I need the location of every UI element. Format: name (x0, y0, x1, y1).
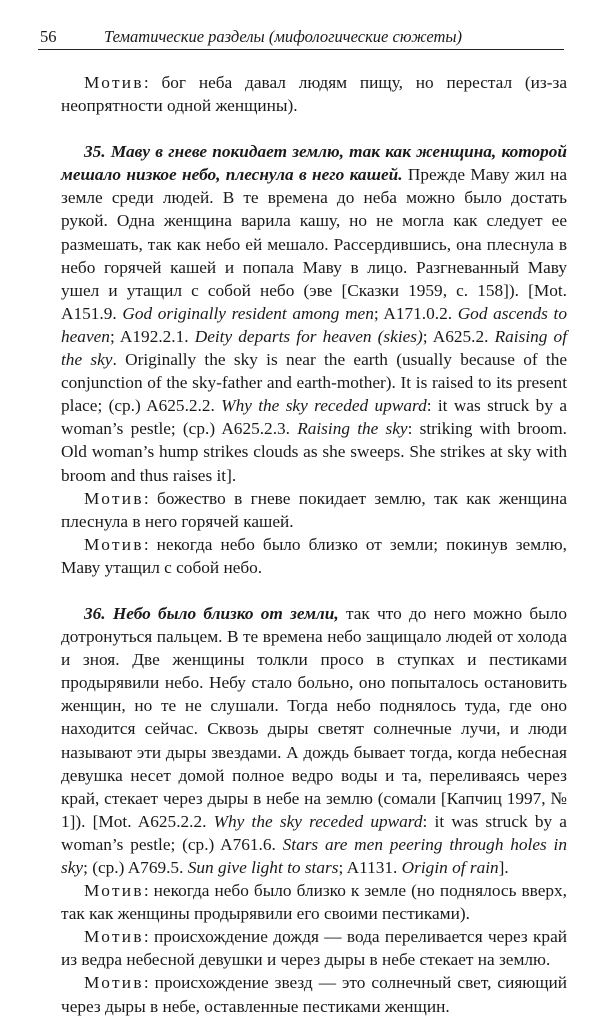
motif-label: Мотив (84, 881, 144, 901)
entry-35-paragraph: 35. Маву в гневе покидает землю, так как женщина, которой мешало низкое небо, плеснула в него кашей. Прежде Маву жил на земле среди людей. В те времена до неба можно было достать рукой. Одна женщина варила кашу, но не могла как следует ее размешать, так как небо ей мешало. Рассердившись, она плеснула в небо горячей кашей и попала Маву в лицо. Разгневанный Маву ушел и утащил с собой небо (эве [Сказки 1959, с. 158]). [Mot. A151.9. God originally resident among men; A171.0.2. God ascends to heaven; A192.2.1. Deity departs for heaven (skies); A625.2. Raising of the sky. Originally the sky is near the earth (usually because of the conjunction of the sky-father and earth-mother). It is raised to its present place; (cp.) A625.2.2. Why the sky receded upward: it was struck by a woman’s pestle; (cp.) A625.2.3. Raising the sky: striking with broom. Old woman’s hump strikes clouds as she sweeps. She strikes at sky with broom and thus raises it]. (61, 142, 568, 485)
entry-35-title: 35. Маву в гневе покидает землю, так как женщина, которой мешало низкое небо, плеснула в него кашей. (61, 142, 567, 185)
motif-label: Мотив (84, 973, 144, 993)
page-body (61, 71, 567, 1018)
entry-36-motif-2: Мотив: происхождение дождя — вода переливается через край из ведра небесной девушки и через дыры в небе стекает на землю. (61, 927, 567, 970)
running-title: Тематические разделы (мифологические сюжеты) (104, 27, 463, 46)
motif-ref: Origin of rain (401, 858, 499, 877)
entry-35-motif-1: Мотив: божество в гневе покидает землю, так как женщина плеснула в него горячей кашей. (61, 488, 567, 531)
motif-label: Мотив (84, 73, 144, 92)
running-header (38, 27, 564, 50)
motif-ref: Raising the sky (297, 419, 408, 439)
motif-label: Мотив (84, 534, 144, 554)
motif-ref: Raising of the sky (61, 326, 568, 370)
motif-ref: Stars are men peering through holes in sky (61, 834, 567, 877)
entry-36-motif-1: Мотив: некогда небо было близко к земле (но поднялось вверх, так как женщины продырявили его своими пестиками). (61, 881, 567, 924)
motif-label: Мотив (84, 927, 144, 947)
page-number: 56 (40, 27, 57, 46)
motif-ref: Why the sky receded upward (213, 811, 423, 831)
motif-label: Мотив (84, 488, 144, 508)
motif-ref: Sun give light to stars (187, 858, 339, 877)
entry-35-motif-2: Мотив: некогда небо было близко от земли; покинув землю, Маву утащил с собой небо. (61, 534, 567, 577)
motif-ref: Deity departs for heaven (skies) (194, 326, 423, 346)
motif-ref: God ascends to heaven (61, 303, 567, 346)
entry-36-paragraph: 36. Небо было близко от земли, так что до него можно было дотронуться пальцем. В те времена небо защищало людей от холода и зноя. Две женщины толкли просо в ступках и пестиками продырявили небо. Небу стало больно, оно попыталось остановить женщин, но те не слушали. Тогда небо поднялось туда, где оно находится сейчас. Сквозь дыры светят солнечные лучи, и люди называют эти дыры звездами. А дождь бывает тогда, когда небесная девушка несет домой полное ведро воды и та, переливаясь через край, стекает через дыры в небе на землю (сомали [Капчиц 1997, № 1]). [Mot. A625.2.2. Why the sky receded upward: it was struck by a woman’s pestle; (cp.) A761.6. Stars are men peering through holes in sky; (cp.) A769.5. Sun give light to stars; A1131. Origin of rain]. (61, 603, 568, 877)
motif-ref: Why the sky receded upward (221, 396, 427, 416)
entry-36-motif-3: Мотив: происхождение звезд — это солнечный свет, сияющий через дыры в небе, оставленные пестиками женщин. (61, 973, 567, 1016)
motif-ref: God originally resident among men (122, 303, 374, 323)
entry-36-title: 36. Небо было близко от земли, (84, 603, 339, 623)
intro-motif: Мотив: бог неба давал людям пищу, но перестал (из-за неопрятности одной женщины). (61, 73, 567, 116)
